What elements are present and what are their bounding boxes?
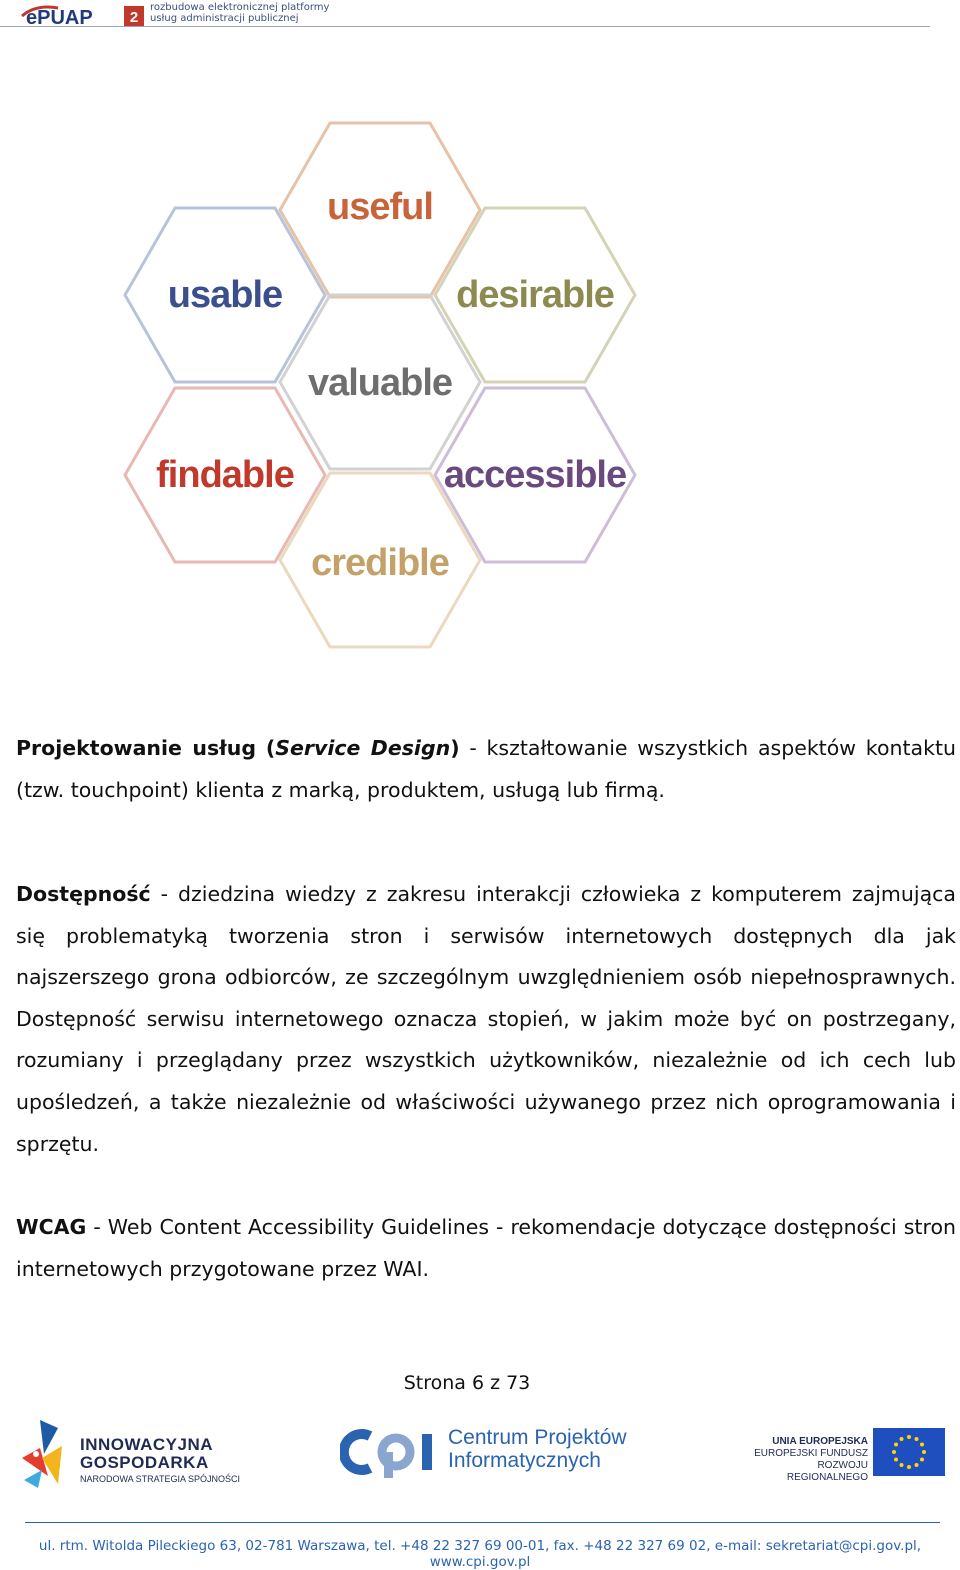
innowacyjna-gospodarka-logo [18,1418,248,1490]
eu-star-icon [907,1465,911,1469]
ig-title-line2: GOSPODARKA [80,1453,209,1472]
definition-service-design [16,728,956,811]
definition-text-accessibility: - dziedzina wiedzy z zakresu interakcji człowieka z komputerem zajmująca się problematyką tworzenia stron i serwisów internetowych dostępnych dla jak najszerszego grona odbiorców, ze szczególnym uwzględnieniem osób niepełnosprawnych. Dostępność serwisu internetowego oznacza stopień, w jakim może być on postrzegany, rozumiany i przeglądany przez wszystkich użytkowników, niezależnie od ich cech lub upośledzeń, a także niezależnie od właściwości używanego przez nich oprogramowania i sprzętu. [16,882,956,1156]
eu-text-line1: UNIA EUROPEJSKA [772,1436,868,1447]
hex-label-valuable: valuable [307,362,453,404]
header-subtitle-line1: rozbudowa elektronicznej platformy [150,2,330,13]
eu-star-icon [894,1458,898,1462]
ig-subtitle: NARODOWA STRATEGIA SPÓJNOŚCI [80,1474,241,1484]
term-service-design: Projektowanie usług [16,736,257,760]
hex-label-accessible: accessible [443,454,627,496]
logo-text: ePUAP [26,7,93,26]
header-subtitle-line2: usług administracji publicznej [150,13,299,24]
term-accessibility: Dostępność [16,882,151,906]
footer-address: ul. rtm. Witolda Pileckiego 63, 02-781 Warszawa, tel. +48 22 327 69 00-01, fax. +48 22 327 69 02, e-mail: sekretariat@cpi.gov.pl, www.cpi.gov.pl [38,1538,922,1570]
hex-label-desirable: desirable [456,274,614,316]
eu-star-icon [892,1450,896,1454]
header-subtitle [150,2,329,24]
epuap-logo [18,2,148,26]
eu-star-icon [907,1435,911,1439]
ig-emblem-icon [18,1418,78,1490]
eu-text [742,1436,868,1484]
ux-honeycomb-diagram [110,105,650,665]
hex-label-credible: credible [311,542,449,584]
page-header [0,0,960,30]
eu-star-icon [920,1458,924,1462]
cpi-emblem-icon [340,1424,445,1480]
hex-label-usable: usable [167,274,283,316]
ig-title-line1: INNOWACYJNA [80,1435,214,1454]
eu-flag-icon [873,1428,945,1476]
eu-star-icon [915,1437,919,1441]
cpi-title [448,1426,627,1472]
page-number: Strona 6 z 73 [403,1372,531,1394]
ig-title [80,1436,213,1472]
eu-star-icon [922,1450,926,1454]
hex-label-useful: useful [327,186,433,228]
definition-accessibility [16,874,956,1165]
logo-badge: 2 [129,9,139,26]
header-divider [0,26,930,27]
definition-wcag [16,1207,956,1290]
eu-logo [742,1428,947,1483]
term-paren-open: ( [265,736,276,760]
term-wcag: WCAG [16,1215,87,1239]
eu-text-line2: EUROPEJSKI FUNDUSZ [754,1448,868,1459]
definition-text-wcag: - Web Content Accessibility Guidelines - rekomendacje dotyczące dostępności stron internetowych przygotowane przez WAI. [16,1215,956,1281]
hex-label-findable: findable [156,454,294,496]
eu-star-icon [894,1443,898,1447]
definition-text-service-design: - kształtowanie wszystkich aspektów kontaktu (tzw. touchpoint) klienta z marką, produktem, usługą lub firmą. [16,736,956,802]
term-service-design-en: Service Design [275,736,451,760]
eu-star-icon [915,1463,919,1467]
term-paren-close: ) [450,736,460,760]
cpi-title-line1: Centrum Projektów [448,1426,627,1449]
eu-star-icon [900,1437,904,1441]
footer-divider [25,1522,940,1523]
eu-text-line3: ROZWOJU REGIONALNEGO [786,1460,868,1483]
eu-star-icon [900,1463,904,1467]
cpi-logo [340,1424,650,1484]
eu-star-icon [920,1443,924,1447]
cpi-title-line2: Informatycznych [448,1449,601,1472]
